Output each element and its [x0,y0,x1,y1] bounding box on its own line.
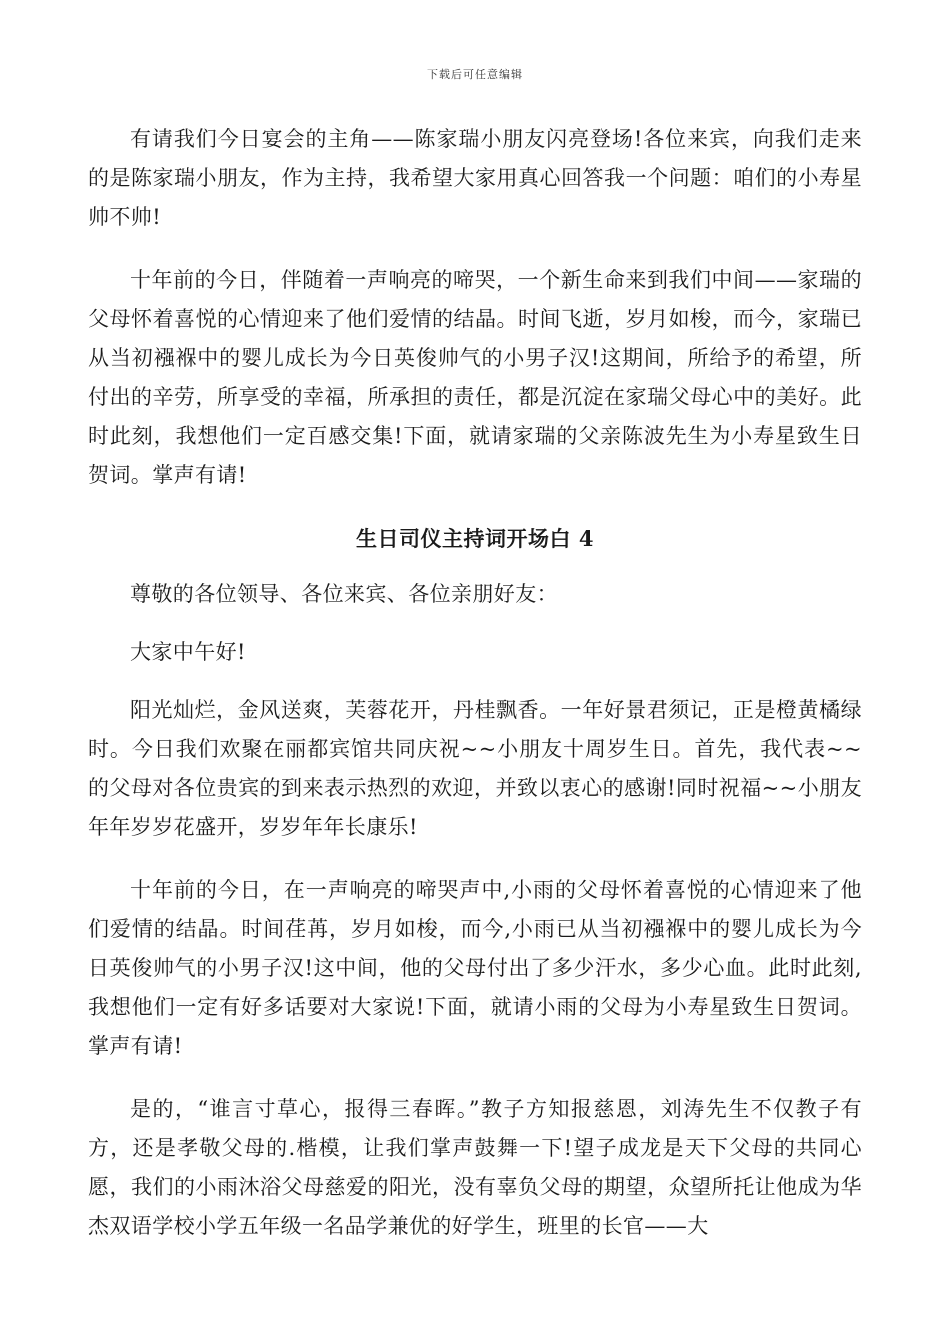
paragraph: 十年前的今日，伴随着一声响亮的啼哭，一个新生命来到我们中间——家瑞的父母怀着喜悦的心情迎来了他们爱情的结晶。时间飞逝，岁月如梭，而今，家瑞已从当初襁褓中的婴儿成长为今日英俊帅气的小男子汉!这期间，所给予的希望，所付出的辛劳，所享受的幸福，所承担的责任，都是沉淀在家瑞父母心中的美好。此时此刻，我想他们一定百感交集!下面，就请家瑞的父亲陈波先生为小寿星致生日贺词。掌声有请! [88,268,862,487]
paragraph-greeting: 大家中午好! [130,640,246,664]
paragraph: 是的，“谁言寸草心，报得三春晖。”教子方知报慈恩，刘涛先生不仅教子有方，还是孝敬父母的.楷模，让我们掌声鼓舞一下!望子成龙是天下父母的共同心愿，我们的小雨沐浴父母慈爱的阳光，没有辜负父母的期望，众望所托让他成为华杰双语学校小学五年级一名品学兼优的好学生，班里的长官——大 [88,1097,862,1238]
paragraph: 阳光灿烂，金风送爽，芙蓉花开，丹桂飘香。一年好景君须记，正是橙黄橘绿时。今日我们欢聚在丽都宾馆共同庆祝~~小朋友十周岁生日。首先，我代表~~的父母对各位贵宾的到来表示热烈的欢迎，并致以衷心的感谢!同时祝福~~小朋友年年岁岁花盛开，岁岁年年长康乐! [88,698,862,839]
page-header: 下载后可任意编辑 [427,68,523,81]
section-title: 生日司仪主持词开场白 4 [356,526,594,551]
paragraph-salutation: 尊敬的各位领导、各位来宾、各位亲朋好友： [130,582,558,606]
document-body [88,120,862,1270]
paragraph: 有请我们今日宴会的主角——陈家瑞小朋友闪亮登场!各位来宾，向我们走来的是陈家瑞小朋友，作为主持，我希望大家用真心回答我一个问题：咱们的小寿星帅不帅! [88,127,862,229]
paragraph: 十年前的今日，在一声响亮的啼哭声中,小雨的父母怀着喜悦的心情迎来了他们爱情的结晶。时间荏苒，岁月如梭，而今,小雨已从当初襁褓中的婴儿成长为今日英俊帅气的小男子汉!这中间，他的父母付出了多少汗水，多少心血。此时此刻,我想他们一定有好多话要对大家说!下面，就请小雨的父母为小寿星致生日贺词。掌声有请! [88,878,862,1058]
